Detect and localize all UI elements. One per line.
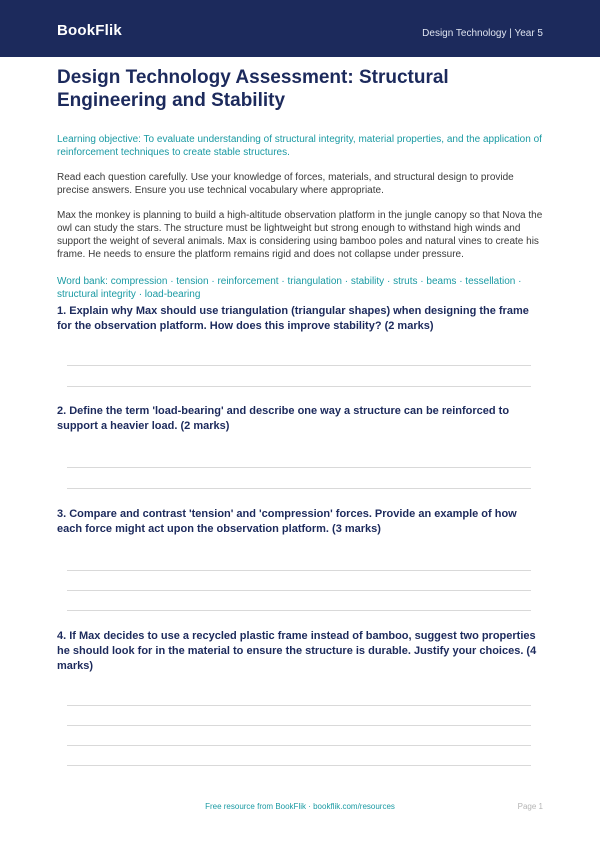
brand-logo-text: BookFlik <box>57 22 122 39</box>
answer-line[interactable] <box>67 365 531 366</box>
instructions-text: Read each question carefully. Use your knowledge of forces, materials, and structural design to provide precise answers. Ensure you use technical vocabulary where appropriate. <box>57 172 514 196</box>
answer-line[interactable] <box>67 590 531 591</box>
answer-line[interactable] <box>67 467 531 468</box>
answer-line[interactable] <box>67 765 531 766</box>
answer-line[interactable] <box>67 725 531 726</box>
answer-line[interactable] <box>67 610 531 611</box>
answer-line[interactable] <box>67 570 531 571</box>
answer-line[interactable] <box>67 488 531 489</box>
page-title: Design Technology Assessment: Structural Engineering and Stability <box>57 67 449 111</box>
header-bar <box>0 0 600 57</box>
word-bank: Word bank: compression · tension · reinforcement · triangulation · stability · struts · beams · tessellation · structural integrity · load-bearing <box>57 276 522 300</box>
page-number: Page 1 <box>517 802 543 811</box>
intro-section <box>57 66 543 301</box>
scenario-text: Max the monkey is planning to build a high-altitude observation platform in the jungle canopy so that Nova the owl can study the stars. The structure must be lightweight but strong enough to withstand high winds and support the weight of several animals. Max is considering using bamboo poles and natural vines to create his frame. He needs to ensure the platform remains rigid and does not collapse under pressure. <box>57 210 543 260</box>
subject-year-label: Design Technology | Year 5 <box>422 28 543 39</box>
question-3: 3. Compare and contrast 'tension' and 'compression' forces. Provide an example of how each force might act upon the observation platform. (3 marks) <box>57 508 517 535</box>
question-2: 2. Define the term 'load-bearing' and describe one way a structure can be reinforced to support a heavier load. (2 marks) <box>57 405 510 432</box>
answer-line[interactable] <box>67 705 531 706</box>
answer-line[interactable] <box>67 386 531 387</box>
footer-link[interactable]: Free resource from BookFlik · bookflik.com/resources <box>205 802 395 811</box>
question-1: 1. Explain why Max should use triangulation (triangular shapes) when designing the frame for the observation platform. How does this improve stability? (2 marks) <box>57 305 529 332</box>
answer-line[interactable] <box>67 745 531 746</box>
question-4: 4. If Max decides to use a recycled plastic frame instead of bamboo, suggest two properties he should look for in the material to ensure the structure is durable. Justify your choices. (4 marks) <box>57 630 537 672</box>
learning-objective: Learning objective: To evaluate understanding of structural integrity, material properties, and the application of reinforcement techniques to create stable structures. <box>57 134 542 158</box>
